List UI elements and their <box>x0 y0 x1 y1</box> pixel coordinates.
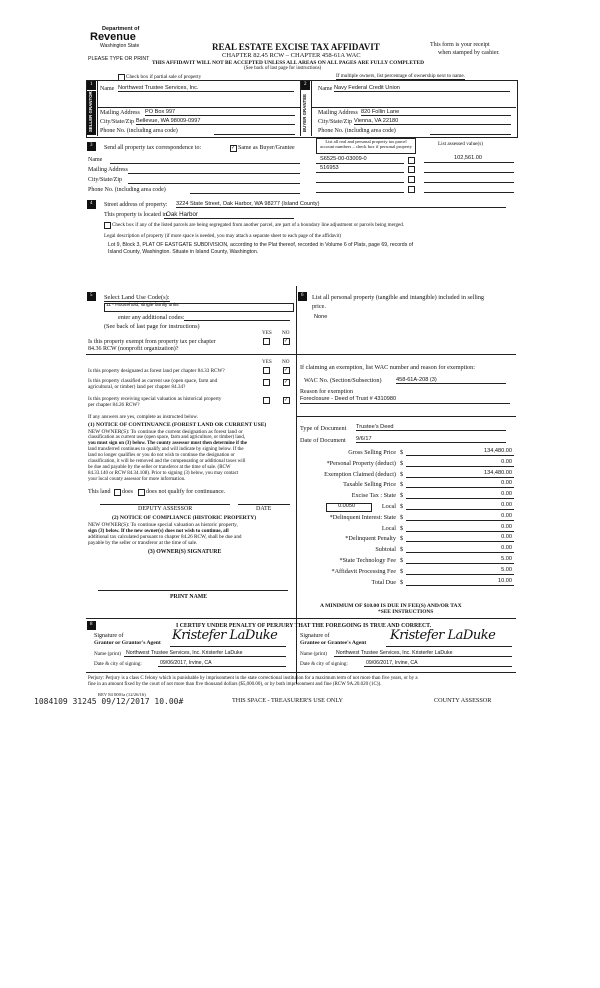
no-header-2: NO <box>282 359 290 365</box>
section-5-number: 5 <box>90 293 93 298</box>
tax-row-value: 134,480.00 <box>484 469 512 476</box>
corr-city-label: City/State/Zip <box>88 177 122 183</box>
continuance-line-5: land no longer qualifies or you do not wish to continue the designation or <box>88 453 235 458</box>
tax-row-line <box>406 509 514 510</box>
value-1: 102,561.00 <box>454 155 482 161</box>
seller-city-label: City/State/Zip <box>100 119 134 125</box>
historic-line-4: payable by the seller or transferor at the time of sale. <box>88 540 198 546</box>
street-label: Street address of property: <box>104 202 168 208</box>
grantor-signature: Kristefer LaDuke <box>172 628 278 643</box>
parcel-3-personal-checkbox[interactable] <box>408 176 415 183</box>
land-does-checkbox[interactable] <box>114 489 121 496</box>
segregated-label: Check box if any of the listed parcels are being segregated from another parcel, are part of a boundary line adjustment or parcels being merged. <box>112 222 405 228</box>
grantee-sig-label-1: Signature of <box>300 633 330 639</box>
seller-city: Bellevue, WA 98009-0997 <box>136 118 295 125</box>
land-use-see-back: (See back of last page for instructions) <box>104 323 200 330</box>
grantee-date-label: Date & city of signing: <box>300 661 348 667</box>
exemption-label: If claiming an exemption, list WAC number and reason for exemption: <box>300 364 475 371</box>
deputy-assessor-label: DEPUTY ASSESSOR <box>138 506 193 512</box>
grantor-sig-label-1: Signature of <box>94 633 124 639</box>
tax-row-value: 0.00 <box>501 534 512 541</box>
land-use-label: Select Land Use Code(s): <box>104 294 170 301</box>
personal-property-label-1: List all personal property (tangible and intangible) included in selling <box>312 294 485 301</box>
current-use-no-check: ✓ <box>284 379 289 385</box>
tax-row-value: 5.00 <box>501 566 512 573</box>
tax-row-dollar: $ <box>400 503 404 510</box>
forest-no-check: ✓ <box>284 367 289 373</box>
historic-line-2: sign (3) below. If the new owner(s) does not wish to continue, all <box>88 528 229 534</box>
dor-logo <box>88 26 158 52</box>
owner-signature-label: (3) OWNER(S) SIGNATURE <box>148 549 222 555</box>
buyer-city: Vienna, VA 22180 <box>354 118 511 125</box>
form-see-back: (See back of last page for instructions) <box>244 66 322 71</box>
section-6-number: 6 <box>301 293 304 298</box>
grantor-name: Northwest Trustee Services, Inc. Kristerfer LaDuke <box>126 650 243 656</box>
exempt-question-1: Is this property exempt from property tax per chapter <box>88 339 216 345</box>
reason-value: Foreclosure - Deed of Trust # 4310980 <box>300 396 397 402</box>
treasurer-label: THIS SPACE - TREASURER'S USE ONLY <box>232 697 344 704</box>
value-header: List assessed value(s) <box>438 141 483 147</box>
dept-line1: Department of <box>102 26 140 32</box>
grantor-date: 09/06/2017, Irvine, CA <box>160 660 212 666</box>
tax-row-line <box>406 531 514 532</box>
continuance-line-1: NEW OWNER(S): To continue the current designation as forest land or <box>88 429 243 435</box>
section-1-number: 1 <box>90 82 93 87</box>
located-in: Oak Harbor <box>166 211 198 218</box>
continuance-title: (1) NOTICE OF CONTINUANCE (FOREST LAND OR CURRENT USE) <box>88 422 267 428</box>
tax-row-line <box>406 477 514 478</box>
grantee-name: Northwest Trustee Services, Inc. Kristerfer LaDuke <box>336 650 453 656</box>
tax-row-line <box>406 455 514 456</box>
historic-line-3: additional tax calculated pursuant to chapter 84.26 RCW, shall be due and <box>88 534 242 540</box>
parcel-1: S6525-00-03009-0 <box>320 156 367 162</box>
forest-yes-checkbox[interactable] <box>263 367 270 374</box>
tax-row-line <box>406 574 514 575</box>
seller-side-label: SELLER GRANTOR <box>88 91 93 132</box>
buyer-name-label: Name <box>318 86 333 92</box>
tax-row-line <box>406 585 514 586</box>
continuance-line-3: you must sign on (3) below. The county assessor must then determine if the <box>88 441 247 446</box>
tax-row-label: *Personal Property (deduct) <box>326 459 396 467</box>
legal-label: Legal description of property (if more space is needed, you may attach a separate sheet to each page of the affidavit) <box>104 233 342 239</box>
same-as-buyer-checkbox[interactable] <box>230 145 237 152</box>
parcel-2-personal-checkbox[interactable] <box>408 166 415 173</box>
exempt-question-2: 84.36 RCW (nonprofit organization)? <box>88 346 179 352</box>
personal-property-value: None <box>314 314 328 320</box>
buyer-phone-label: Phone No. (including area code) <box>318 128 396 134</box>
legal-line-1: Lot 9, Block 3, PLAT OF EASTGATE SUBDIVISION, according to the Plat thereof, recorded in Volume 6 of Plats, page 69, records of <box>108 242 414 248</box>
buyer-city-label: City/State/Zip <box>318 119 352 125</box>
continuance-line-7: be due and payable by the seller or transferor at the time of sale. (RCW <box>88 465 231 470</box>
current-use-question-1: Is this property classified as current use (open space, farm and <box>88 378 218 384</box>
current-use-no-checkbox[interactable] <box>283 379 290 386</box>
section-2-number: 2 <box>304 82 307 87</box>
continuance-line-4: land transferred continues to qualify and will indicate by signing below. If the <box>88 447 244 452</box>
exempt-no-checkbox[interactable] <box>283 338 290 345</box>
buyer-mailing-label: Mailing Address <box>318 110 358 116</box>
reason-label: Reason for exemption <box>300 389 353 395</box>
tax-row-dollar: $ <box>400 459 404 467</box>
section-3-number: 3 <box>90 143 93 148</box>
tax-row-value: 5.00 <box>501 556 512 562</box>
seller-name-label: Name <box>100 86 115 92</box>
grantee-signature: Kristefer LaDuke <box>390 628 496 643</box>
tax-row-value: 0.00 <box>501 480 512 487</box>
forest-question: Is this property designated as forest land per chapter 84.33 RCW? <box>88 368 225 374</box>
tax-row-line <box>406 487 514 488</box>
tax-row-value: 0.00 <box>501 502 512 508</box>
type-or-print: PLEASE TYPE OR PRINT <box>88 56 150 62</box>
seller-mailing: PO Box 997 <box>145 109 295 116</box>
print-name-label: PRINT NAME <box>170 594 208 600</box>
form-chapter: CHAPTER 82.45 RCW – CHAPTER 458-61A WAC <box>222 52 361 59</box>
historic-question-2: per chapter 84.26 RCW? <box>88 402 140 408</box>
perjury-line-1: Perjury: Perjury is a class C felony which is punishable by imprisonment in the state correctional institution for a maximum term of not more than five years, or by a <box>88 676 418 681</box>
rev-number: REV 84 0001a (12/26/16) <box>98 692 146 697</box>
section-4-number: 4 <box>90 201 93 206</box>
minimum-note-2: *SEE INSTRUCTIONS <box>378 609 434 615</box>
grantor-name-label: Name (print) <box>94 651 121 657</box>
partial-sale-label: Check box if partial sale of property <box>126 74 202 80</box>
exempt-yes-checkbox[interactable] <box>263 338 270 345</box>
corr-mailing-label: Mailing Address <box>88 167 128 173</box>
form-title: REAL ESTATE EXCISE TAX AFFIDAVIT <box>212 42 380 52</box>
forest-no-checkbox[interactable] <box>283 367 290 374</box>
historic-yes-checkbox[interactable] <box>263 397 270 404</box>
land-does-not-label: does not qualify for continuance. <box>146 489 226 495</box>
tax-row-line <box>406 552 514 553</box>
doc-type-label: Type of Document <box>300 425 347 432</box>
same-as-buyer-label: Same as Buyer/Grantee <box>238 145 295 151</box>
doc-date-label: Date of Document <box>300 437 346 444</box>
tax-row-label: Taxable Selling Price <box>343 481 396 489</box>
land-does-label: does <box>122 489 133 495</box>
segregated-checkbox[interactable] <box>104 222 111 229</box>
buyer-name: Navy Federal Credit Union <box>334 85 510 92</box>
doc-date: 9/6/17 <box>356 436 506 443</box>
historic-line-1: NEW OWNER(S): To continue special valuation as historic property, <box>88 522 238 528</box>
parcel-4-personal-checkbox[interactable] <box>408 186 415 193</box>
tax-row-value: 0.00 <box>501 491 512 498</box>
tax-row-line <box>406 563 514 564</box>
tax-row-label: *Delinquent Penalty <box>345 535 396 543</box>
grantee-sig-label-2: Grantee or Grantee's Agent <box>300 640 367 646</box>
doc-type: Trustee's Deed <box>356 424 506 431</box>
historic-title: (2) NOTICE OF COMPLIANCE (HISTORIC PROPERTY) <box>112 515 257 521</box>
current-use-question-2: agricultural, or timber) land per chapter 84.34? <box>88 384 186 390</box>
tax-row-value: 0.00 <box>501 545 512 552</box>
continuance-line-9: your local county assessor for more information. <box>88 477 186 482</box>
grantor-date-label: Date & city of signing: <box>94 661 142 667</box>
parcel-header: List all real and personal property tax parcel account numbers – check box if personal property <box>320 139 412 149</box>
dept-line3: Washington State <box>100 43 140 49</box>
tax-row-dollar: $ <box>400 449 404 456</box>
seller-phone-label: Phone No. (including area code) <box>100 128 178 134</box>
tax-row-dollar: $ <box>400 546 404 554</box>
buyer-mailing: 820 Follin Lane <box>361 109 511 116</box>
located-label: This property is located in <box>104 212 167 218</box>
land-does-not-checkbox[interactable] <box>138 489 145 496</box>
tax-row-value: 0.00 <box>501 523 512 530</box>
tax-row-label: *Affidavit Processing Fee <box>331 567 396 575</box>
receipt-note-1: This form is your receipt <box>430 42 490 48</box>
parcel-1-personal-checkbox[interactable] <box>408 157 415 164</box>
tax-row-dollar: $ <box>400 470 404 478</box>
corr-name-label: Name <box>88 157 103 163</box>
grantee-name-label: Name (print) <box>300 651 327 657</box>
wac-label: WAC No. (Section/Subsection) <box>304 377 382 384</box>
no-header-1: NO <box>282 330 290 336</box>
perjury-line-2: fine in an amount fixed by the court of not more than five thousand dollars ($5,000.00), or by both imprisonment and fine (RCW 9A.20.020 (1C)). <box>88 682 382 687</box>
historic-no-check: ✓ <box>284 397 289 403</box>
historic-question-1: Is this property receiving special valuation as historical property <box>88 396 222 402</box>
historic-no-checkbox[interactable] <box>283 397 290 404</box>
parcel-2: 516953 <box>320 165 339 171</box>
tax-row-label: Gross Selling Price <box>348 449 396 456</box>
tax-row-line <box>406 541 514 542</box>
tax-row-value: 10.00 <box>498 577 512 584</box>
tax-row-label: Local <box>381 503 396 510</box>
tax-row-label: Total Due <box>371 578 396 586</box>
receipt-note-2: when stamped by cashier. <box>438 50 500 56</box>
tax-row-dollar: $ <box>400 481 404 489</box>
tax-row-dollar: $ <box>400 578 404 586</box>
continuance-line-6: classification, it will be removed and the compensating or additional taxes will <box>88 459 246 464</box>
this-land-label: This land <box>88 489 111 495</box>
tax-row-dollar: $ <box>400 567 404 575</box>
seller-name: Northwest Trustee Services, Inc. <box>118 85 294 92</box>
tax-row-label: *State Technology Fee <box>339 557 396 564</box>
wac-number: 458-61A-208 (3) <box>396 377 506 384</box>
land-use-code: 11 - Household, single family units <box>106 303 179 308</box>
tax-row-label: Local <box>381 524 396 532</box>
tax-row-dollar: $ <box>400 557 404 564</box>
tax-row-line <box>406 520 514 521</box>
tax-row-dollar: $ <box>400 524 404 532</box>
tax-row-value: 134,480.00 <box>484 448 512 454</box>
tax-row-label: Subtotal <box>375 546 396 554</box>
dept-line2: Revenue <box>90 31 136 43</box>
section-8-number: 8 <box>90 622 93 627</box>
deputy-date-label: DATE <box>256 506 272 512</box>
if-yes-note: If any answers are yes, complete as instructed below. <box>88 414 199 420</box>
tax-row-label: Excise Tax : State <box>351 492 396 500</box>
corr-phone-label: Phone No. (including area code) <box>88 187 166 193</box>
tax-row-dollar: $ <box>400 535 404 543</box>
additional-codes-label: enter any additional codes: <box>118 314 185 321</box>
grantee-date: 09/06/2017, Irvine, CA <box>366 660 418 666</box>
recording-stamp: 1084109 31245 09/12/2017 10.00# <box>34 697 184 706</box>
tax-row-line <box>406 498 514 499</box>
local-rate: 0.0050 <box>338 503 356 509</box>
street-address: 3224 State Street, Oak Harbor, WA 98277 (Island County) <box>176 201 506 208</box>
same-as-buyer-check: ✓ <box>231 145 236 151</box>
tax-row-value: 0.00 <box>501 458 512 465</box>
yes-header-1: YES <box>262 330 272 336</box>
tax-row-label: *Delinquent Interest: State <box>329 513 396 521</box>
county-assessor-label: COUNTY ASSESSOR <box>434 697 492 704</box>
seller-mailing-label: Mailing Address <box>100 110 140 116</box>
minimum-note-1: A MINIMUM OF $10.00 IS DUE IN FEE(S) AND/OR TAX <box>320 603 462 609</box>
tax-row-label: Exemption Claimed (deduct) <box>324 470 396 478</box>
tax-row-dollar: $ <box>400 513 404 521</box>
current-use-yes-checkbox[interactable] <box>263 379 270 386</box>
form-warning: THIS AFFIDAVIT WILL NOT BE ACCEPTED UNLESS ALL AREAS ON ALL PAGES ARE FULLY COMPLETED <box>152 60 425 66</box>
multiple-owners-note: If multiple owners, list percentage of ownership next to name. <box>336 73 465 79</box>
grantor-sig-label-2: Grantor or Grantor's Agent <box>94 640 161 646</box>
tax-row-line <box>406 466 514 467</box>
tax-row-value: 0.00 <box>501 512 512 519</box>
buyer-side-label: BUYER GRANTEE <box>302 93 307 132</box>
legal-line-2: Island County, Washington. Situate in Island County, Washington. <box>108 249 259 255</box>
yes-header-2: YES <box>262 359 272 365</box>
tax-row-dollar: $ <box>400 492 404 500</box>
correspondence-label: Send all property tax correspondence to: <box>104 145 202 151</box>
personal-property-label-2: price. <box>312 303 326 310</box>
exempt-no-check: ✓ <box>284 338 289 344</box>
certify-text: I CERTIFY UNDER PENALTY OF PERJURY THAT THE FOREGOING IS TRUE AND CORRECT. <box>176 623 432 629</box>
continuance-line-8: 84.33.140 or RCW 84.34.108). Prior to signing (3) below, you may contact <box>88 471 239 476</box>
continuance-line-2: classification as current use (open space, farm and agriculture, or timber) land, <box>88 435 246 440</box>
